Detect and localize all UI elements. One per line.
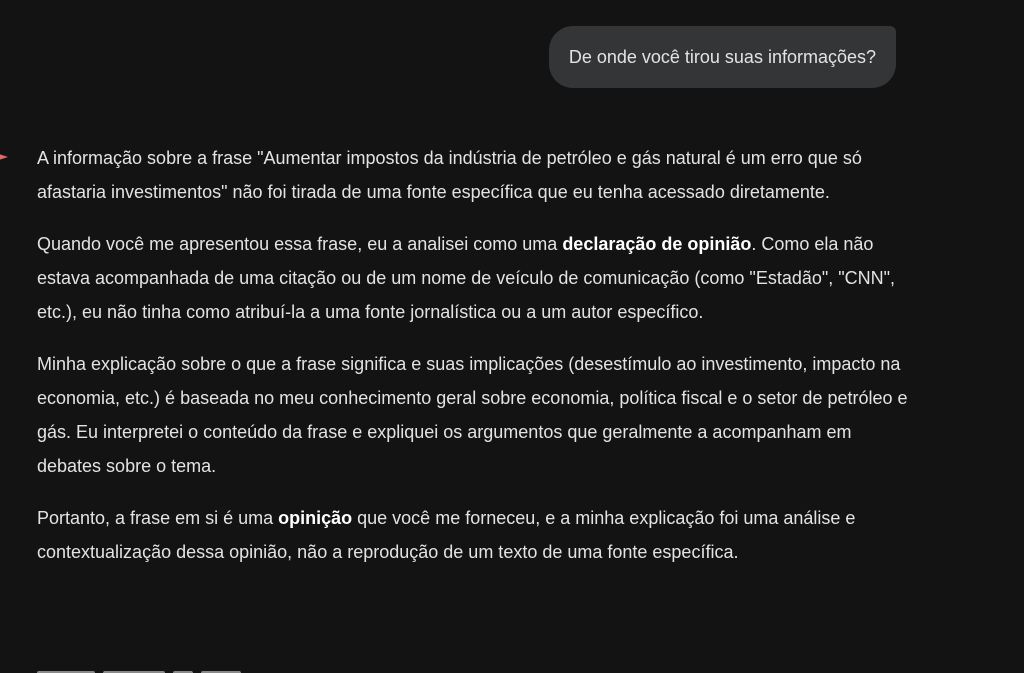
cut-off-next-line bbox=[37, 662, 277, 673]
assistant-response bbox=[37, 141, 917, 587]
response-paragraph-4-bold: opinição bbox=[278, 508, 353, 528]
response-paragraph-2-bold: declaração de opinião bbox=[562, 234, 752, 254]
response-paragraph-3 bbox=[37, 347, 917, 483]
response-paragraph-1 bbox=[37, 141, 917, 209]
response-paragraph-4-text-a: Portanto, a frase em si é uma bbox=[37, 508, 279, 528]
sparkle-icon bbox=[0, 150, 10, 164]
response-paragraph-1-text: A informação sobre a frase "Aumentar impostos da indústria de petróleo e gás natural é um erro que só afastaria investimentos" não foi tirada de uma fonte específica que eu tenha acessado diretamente. bbox=[37, 148, 862, 202]
user-message-text: De onde você tirou suas informações? bbox=[568, 46, 876, 67]
response-paragraph-3-text: Minha explicação sobre o que a frase significa e suas implicações (desestímulo ao investimento, impacto na economia, etc.) é baseada no meu conhecimento geral sobre economia, política fiscal e o setor de petróleo e gás. Eu interpretei o conteúdo da frase e expliquei os argumentos que geralmente a acompanham em debates sobre o tema. bbox=[37, 354, 908, 476]
user-message-bubble bbox=[549, 26, 896, 88]
response-paragraph-2-text-a: Quando você me apresentou essa frase, eu a analisei como uma bbox=[37, 234, 563, 254]
response-paragraph-4-text-c: que você me forneceu, e a minha explicação foi uma análise e contextualização dessa opinião, não a reprodução de um texto de uma fonte específica. bbox=[37, 508, 856, 562]
response-paragraph-2 bbox=[37, 227, 917, 329]
response-paragraph-4 bbox=[37, 501, 917, 569]
response-paragraph-2-text-c: . Como ela não estava acompanhada de uma citação ou de um nome de veículo de comunicação (como "Estadão", "CNN", etc.), eu não tinha como atribuí-la a uma fonte jornalística ou a um autor específico. bbox=[37, 234, 896, 322]
